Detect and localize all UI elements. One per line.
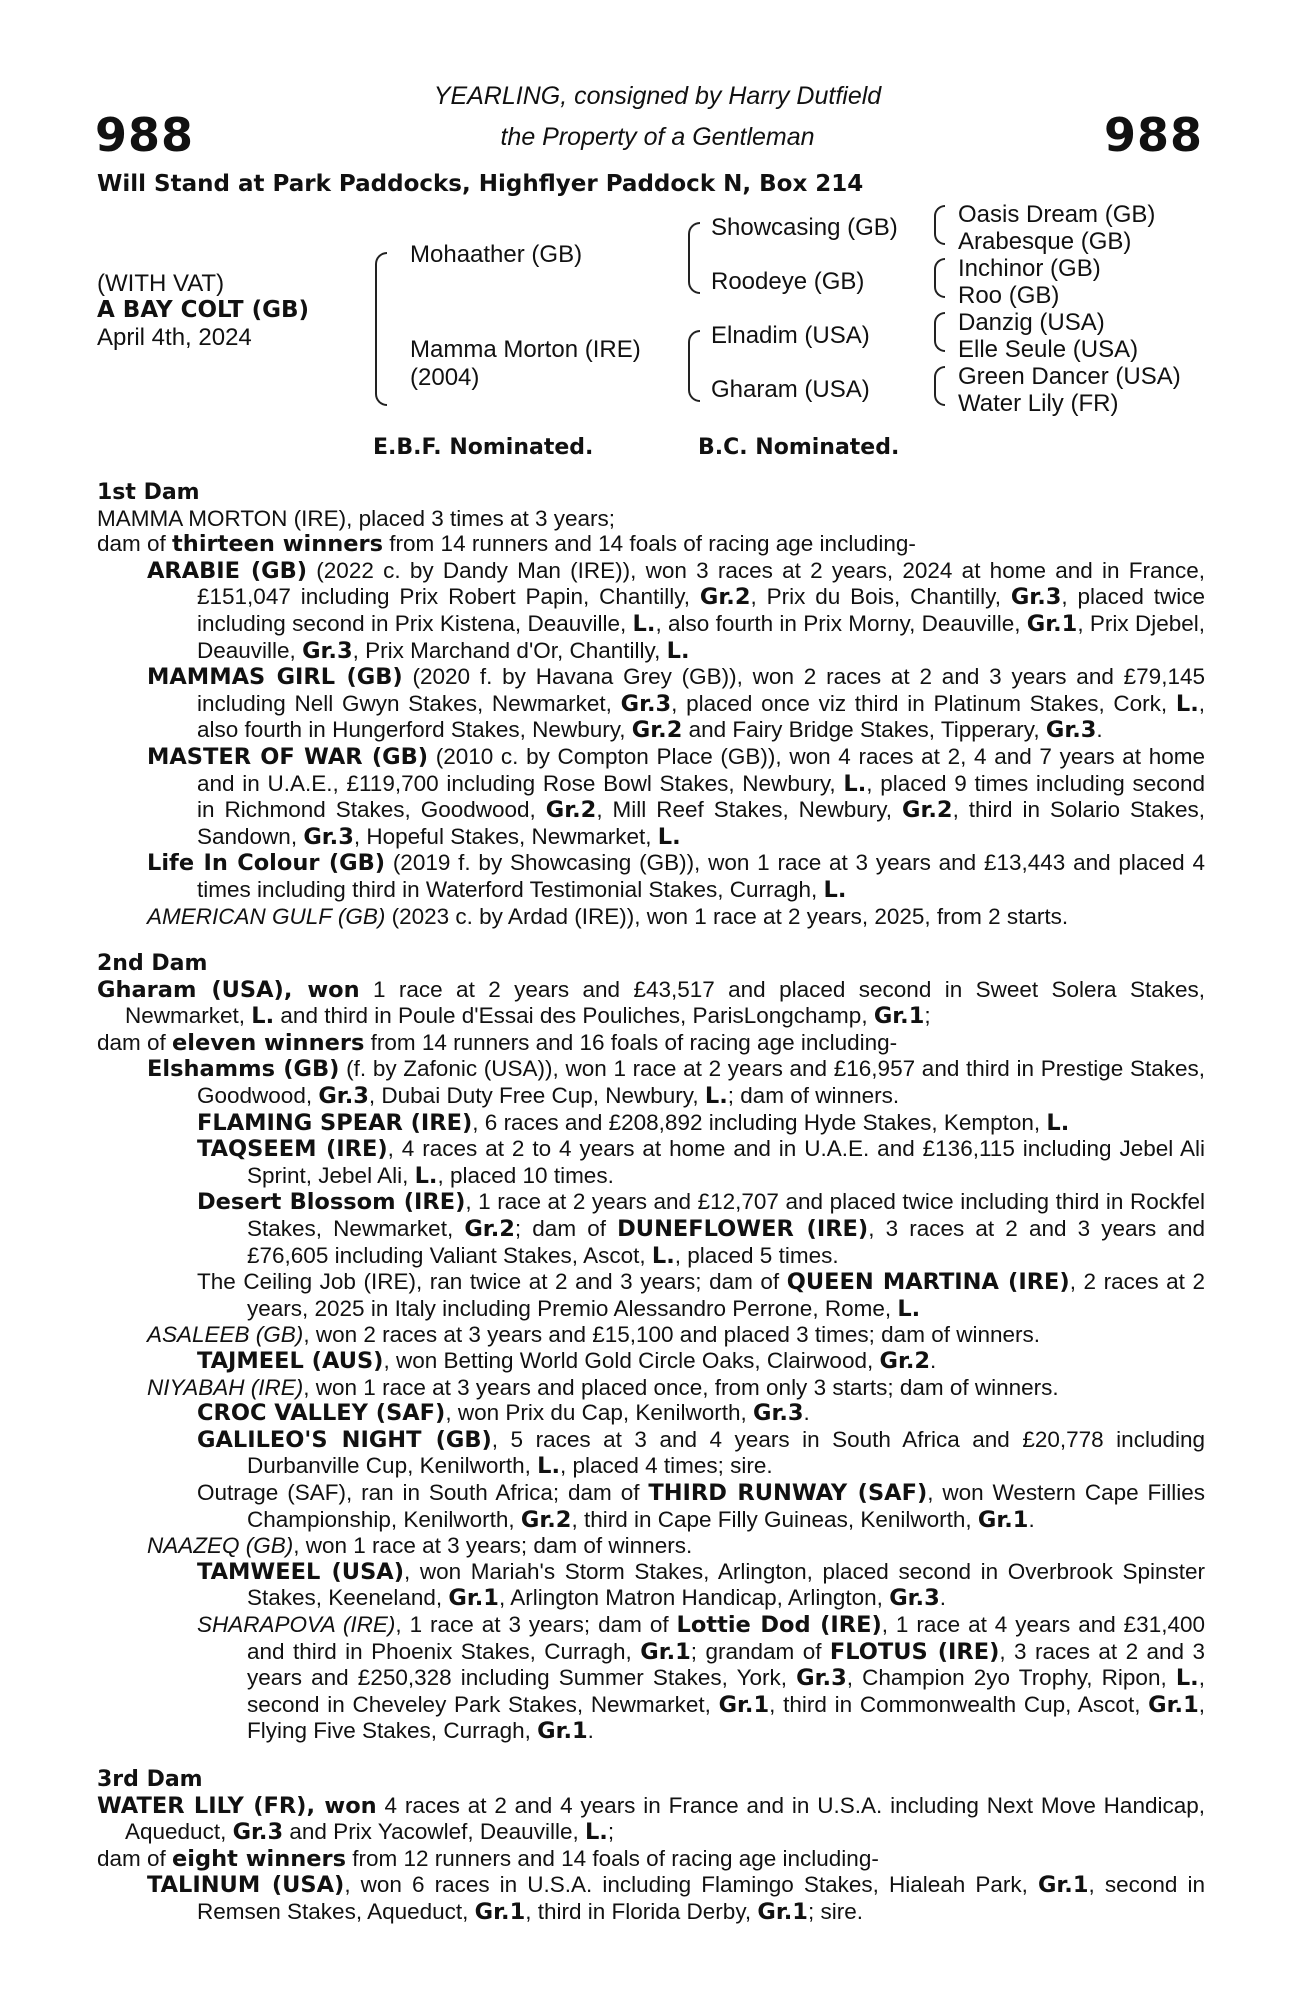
entry-text: , also fourth in Prix Morny, Deauville, [655, 610, 1027, 636]
entry-text: Gr.3 [232, 1819, 284, 1846]
pedigree-entry [97, 531, 1205, 558]
entry-text: , third in Solario Stakes, Sandown, [197, 797, 1205, 849]
entry-text: MAMMAS GIRL (GB) [147, 664, 403, 691]
entry-text: . [930, 1348, 937, 1373]
pedigree-entry [97, 1348, 1205, 1375]
pedigree-entry [97, 1846, 1205, 1873]
entry-text: NIYABAH (IRE) [147, 1374, 304, 1400]
pedigree-entry [97, 1427, 1205, 1480]
vat-note: (WITH VAT) [97, 270, 225, 297]
entry-text: Gr.3 [752, 1400, 804, 1427]
entry-text: , third in Florida Derby, [525, 1898, 758, 1924]
entry-text: ; dam of winners. [727, 1083, 900, 1109]
entry-text: , placed twice including second in Prix Kistena, Deauville, [197, 584, 1205, 636]
pedigree-brace-g4 [934, 366, 945, 406]
pedigree-entry [97, 744, 1205, 850]
entry-text: ; [607, 1819, 615, 1845]
stand-location: Will Stand at Park Paddocks, Highflyer Paddock N, Box 214 [97, 171, 864, 197]
entry-text: , second in Cheveley Park Stakes, Newmarket, [247, 1665, 1205, 1717]
gen3-ancestor: Arabesque (GB) [958, 228, 1132, 255]
entry-text: and Prix Yacowlef, Deauville, [283, 1819, 585, 1845]
pedigree-entry [97, 1056, 1205, 1109]
entry-text: ; grandam of [690, 1638, 830, 1664]
pedigree-entry [97, 1375, 1205, 1401]
lot-number-left: 988 [95, 108, 195, 162]
entry-text: L. [704, 1083, 728, 1110]
entry-text: and Fairy Bridge Stakes, Tipperary, [682, 717, 1046, 743]
pedigree-entry [97, 1400, 1205, 1427]
entry-text: NAAZEQ (GB) [147, 1533, 294, 1559]
entry-text: Gr.1 [1037, 1872, 1089, 1899]
entry-text: Gr.1 [537, 1718, 588, 1745]
dam-dam-name: Gharam (USA) [711, 376, 870, 403]
pedigree-entry [97, 1030, 1205, 1057]
entry-text: , 4 races at 2 to 4 years at home and in U.A.E. and £136,115 including Jebel Ali Sprint, Jebel Ali, [247, 1136, 1205, 1188]
entry-text: , placed 5 times. [674, 1242, 839, 1268]
gen3-ancestor: Water Lily (FR) [958, 390, 1119, 417]
entry-text: , 6 races and £208,892 including Hyde Stakes, Kempton, [472, 1109, 1047, 1135]
entry-text: , won 1 race at 3 years and placed once, from only 3 starts; dam of winners. [303, 1374, 1059, 1400]
entry-text: GALILEO'S NIGHT (GB) [197, 1426, 492, 1453]
entry-text: L. [584, 1819, 608, 1846]
entry-text: , 5 races at 3 and 4 years in South Africa and £20,778 including Durbanville Cup, Kenilworth, [247, 1426, 1205, 1479]
pedigree-entry [97, 1612, 1205, 1745]
entry-text: Gr.1 [640, 1638, 691, 1665]
entry-text: , Flying Five Stakes, Curragh, [247, 1691, 1205, 1744]
entry-text: Gr.1 [448, 1585, 499, 1612]
dam-sire-name: Elnadim (USA) [711, 322, 870, 349]
entry-text: 4 races at 2 and 4 years in France and in U.S.A. including Next Move Handicap, Aqueduct, [125, 1792, 1205, 1845]
entry-text: . [939, 1585, 947, 1611]
entry-text: The Ceiling Job (IRE), ran twice at 2 and 3 years; dam of [197, 1269, 787, 1295]
entry-text: , placed 10 times. [437, 1162, 614, 1188]
entry-text: (2019 f. by Showcasing (GB)), won 1 race at 3 years and £13,443 and placed 4 times including third in Waterford Testimonial Stakes, Curragh, [197, 850, 1205, 902]
gen3-ancestor: Inchinor (GB) [958, 255, 1101, 282]
pedigree-entry [97, 1269, 1205, 1322]
entry-text: . [1096, 717, 1103, 743]
entry-text: , placed once viz third in Platinum Stakes, Cork, [671, 690, 1176, 716]
sire-name: Mohaather (GB) [410, 241, 583, 268]
ebf-nomination: E.B.F. Nominated. [373, 435, 594, 460]
gen3-ancestor: Green Dancer (USA) [958, 363, 1181, 390]
entry-text: , Champion 2yo Trophy, Ripon, [846, 1665, 1176, 1691]
gen3-ancestor: Danzig (USA) [958, 309, 1105, 336]
section-title: 2nd Dam [97, 951, 208, 977]
entry-text: Gr.2 [879, 1348, 931, 1374]
entry-text: ; [924, 1003, 931, 1029]
pedigree-brace-g1 [934, 205, 945, 245]
entry-text: L. [537, 1453, 561, 1480]
entry-text: L. [843, 770, 867, 797]
pedigree-entry [97, 1793, 1205, 1846]
entry-text: Gr.1 [757, 1898, 808, 1925]
entry-text: TAMWEEL (USA) [197, 1558, 404, 1585]
pedigree-brace-g2 [934, 258, 945, 298]
entry-text: , won 1 race at 3 years; dam of winners. [293, 1533, 693, 1559]
entry-text: L. [666, 637, 690, 664]
pedigree-brace-g3 [934, 312, 945, 352]
entry-text: ARABIE (GB) [147, 557, 308, 584]
entry-text: , 1 race at 4 years and £31,400 and third in Phoenix Stakes, Curragh, [247, 1611, 1205, 1664]
pedigree-brace-dam [688, 330, 700, 402]
pedigree-entry [97, 1872, 1205, 1925]
consignor-line: YEARLING, consigned by Harry Dutfield [433, 82, 882, 110]
entry-text: 1 race at 2 years and £43,517 and placed second in Sweet Solera Stakes, Newmarket, [125, 976, 1205, 1029]
foaling-date: April 4th, 2024 [97, 324, 252, 351]
entry-text: dam of [97, 1845, 173, 1871]
entry-text: Gr.1 [474, 1898, 526, 1925]
entry-text: , third in Commonwealth Cup, Ascot, [769, 1691, 1149, 1717]
entry-text: L. [1046, 1109, 1070, 1136]
entry-text: L. [1175, 690, 1199, 717]
entry-text: Elshamms (GB) [147, 1056, 340, 1083]
horse-name: A BAY COLT (GB) [97, 297, 310, 323]
entry-text: , Prix du Bois, Chantilly, [750, 584, 1011, 610]
entry-text: . [1028, 1506, 1035, 1532]
entry-text: Gr.3 [318, 1083, 369, 1110]
pedigree-entry [97, 558, 1205, 664]
entry-text: Gharam (USA), won [97, 976, 360, 1003]
entry-text: L. [251, 1003, 275, 1030]
entry-text: Gr.1 [873, 1003, 925, 1030]
entry-text: L. [823, 876, 847, 903]
dam-name: Mamma Morton (IRE) [410, 336, 641, 363]
entry-text: , second in Remsen Stakes, Aqueduct, [197, 1872, 1205, 1924]
entry-text: , placed 9 times including second in Richmond Stakes, Goodwood, [197, 770, 1205, 823]
entry-text: DUNEFLOWER (IRE) [617, 1216, 869, 1243]
entry-text: , Mill Reef Stakes, Newbury, [596, 797, 902, 823]
pedigree-entry [97, 850, 1205, 903]
entry-text: Life In Colour (GB) [147, 850, 386, 877]
entry-text: SHARAPOVA (IRE) [197, 1611, 396, 1637]
entry-text: L. [651, 1242, 675, 1269]
entry-text: Gr.1 [977, 1506, 1029, 1533]
entry-text: Gr.2 [545, 797, 597, 824]
entry-text: (2022 c. by Dandy Man (IRE)), won 3 races at 2 years, 2024 at home and in France, £151,047 including Prix Robert Papin, Chantilly, [197, 557, 1206, 610]
entry-text: Gr.3 [889, 1585, 940, 1612]
entry-text: , 2 races at 2 years, 2025 in Italy including Premio Alessandro Perrone, Rome, [247, 1269, 1205, 1321]
entry-text: , 3 races at 2 and 3 years and £250,328 including Summer Stakes, York, [247, 1638, 1206, 1691]
pedigree-brace-main [375, 252, 387, 406]
entry-text: , won Western Cape Fillies Championship, Kenilworth, [247, 1479, 1206, 1532]
entry-text: QUEEN MARTINA (IRE) [786, 1269, 1070, 1296]
entry-text: , Prix Djebel, Deauville, [197, 610, 1205, 663]
lot-number-right: 988 [1103, 108, 1203, 162]
entry-text: L. [897, 1295, 921, 1322]
entry-text: FLOTUS (IRE) [829, 1638, 1000, 1665]
entry-text: , Arlington Matron Handicap, Arlington, [498, 1585, 890, 1611]
entry-text: (2010 c. by Compton Place (GB)), won 4 races at 2, 4 and 7 years at home and in U.A.E., £119,700 including Rose Bowl Stakes, Newbury, [197, 743, 1205, 796]
entry-text: Gr.3 [620, 690, 672, 717]
gen3-ancestor: Roo (GB) [958, 282, 1060, 309]
entry-text: . [587, 1718, 594, 1744]
bc-nomination: B.C. Nominated. [698, 435, 900, 460]
entry-text: , 1 race at 2 years and £12,707 and placed twice including third in Rockfel Stakes, Newmarket, [247, 1189, 1206, 1242]
entry-text: , 3 races at 2 and 3 years and £76,605 including Valiant Stakes, Ascot, [247, 1216, 1205, 1268]
section-title: 3rd Dam [97, 1766, 203, 1792]
entry-text: Gr.2 [699, 584, 751, 611]
entry-text: , won 6 races in U.S.A. including Flamingo Stakes, Hialeah Park, [344, 1872, 1038, 1898]
entry-text: TALINUM (USA) [147, 1872, 345, 1899]
entry-text: FLAMING SPEAR (IRE) [197, 1109, 473, 1136]
entry-text: from 12 runners and 14 foals of racing age including- [346, 1845, 879, 1871]
entry-text: Gr.3 [302, 637, 353, 664]
entry-text: dam of [97, 531, 173, 557]
pedigree-entry [97, 664, 1205, 744]
entry-text: Outrage (SAF), ran in South Africa; dam of [197, 1479, 649, 1505]
entry-text: , placed 4 times; sire. [560, 1453, 773, 1479]
pedigree-entry [97, 1322, 1205, 1348]
pedigree-brace-sire [688, 222, 700, 294]
pedigree-entry [97, 1136, 1205, 1189]
gen3-ancestor: Oasis Dream (GB) [958, 201, 1156, 228]
entry-text: thirteen winners [172, 531, 384, 558]
entry-text: eleven winners [172, 1029, 365, 1056]
entry-text: (2023 c. by Ardad (IRE)), won 1 race at 2 years, 2025, from 2 starts. [385, 903, 1069, 929]
entry-text: ; dam of [514, 1216, 618, 1242]
entry-text: , Dubai Duty Free Cup, Newbury, [368, 1083, 705, 1109]
entry-text: TAQSEEM (IRE) [197, 1136, 388, 1163]
entry-text: ASALEEB (GB) [147, 1322, 304, 1348]
entry-text: Gr.1 [718, 1691, 770, 1718]
entry-text: L. [414, 1162, 438, 1189]
pedigree-entry [97, 977, 1205, 1030]
entry-text: Gr.3 [1045, 717, 1097, 744]
entry-text: , Hopeful Stakes, Newmarket, [353, 823, 658, 849]
entry-text: Gr.2 [520, 1506, 572, 1533]
entry-text: TAJMEEL (AUS) [197, 1348, 384, 1374]
entry-text: Gr.2 [464, 1216, 515, 1243]
entry-text: L. [632, 610, 656, 637]
entry-text: L. [1175, 1665, 1199, 1692]
pedigree-entry [97, 1480, 1205, 1533]
section-title: 1st Dam [97, 480, 200, 505]
gen3-ancestor: Elle Seule (USA) [958, 336, 1139, 363]
pedigree-entry [97, 1189, 1205, 1269]
entry-text: , won Prix du Cap, Kenilworth, [445, 1400, 753, 1426]
pedigree-entry [97, 1533, 1205, 1559]
entry-text: Gr.2 [631, 717, 683, 744]
entry-text: Gr.2 [902, 797, 953, 824]
entry-text: ; sire. [807, 1898, 863, 1924]
pedigree-entry [97, 506, 1205, 532]
entry-text: eight winners [172, 1845, 347, 1872]
entry-text: from 14 runners and 14 foals of racing age including- [383, 531, 916, 557]
entry-text: AMERICAN GULF (GB) [147, 903, 386, 929]
entry-text: THIRD RUNWAY (SAF) [648, 1479, 928, 1506]
property-line: the Property of a Gentleman [500, 123, 815, 151]
entry-text: from 14 runners and 16 foals of racing age including- [364, 1029, 898, 1055]
entry-text: , also fourth in Hungerford Stakes, Newbury, [197, 690, 1206, 743]
entry-text: , 1 race at 3 years; dam of [395, 1611, 677, 1637]
entry-text: dam of [97, 1029, 173, 1055]
pedigree-entry [97, 1559, 1205, 1612]
pedigree-entry [97, 1110, 1205, 1137]
entry-text: MASTER OF WAR (GB) [147, 743, 429, 770]
entry-text: (f. by Zafonic (USA)), won 1 race at 2 years and £16,957 and third in Prestige Stakes, Goodwood, [197, 1056, 1206, 1109]
entry-text: WATER LILY (FR), won [97, 1792, 377, 1819]
entry-text: , won Betting World Gold Circle Oaks, Clairwood, [383, 1348, 880, 1373]
catalogue-body [97, 480, 1205, 1925]
entry-text: Gr.3 [303, 823, 354, 850]
entry-text: Desert Blossom (IRE) [197, 1189, 466, 1216]
entry-text: (2020 f. by Havana Grey (GB)), won 2 races at 2 and 3 years and £79,145 including Nell Gwyn Stakes, Newmarket, [197, 664, 1205, 716]
entry-text: , third in Cape Filly Guineas, Kenilworth, [571, 1506, 978, 1532]
entry-text: Gr.3 [1010, 584, 1062, 611]
sire-sire-name: Showcasing (GB) [711, 214, 898, 241]
entry-text: Gr.1 [1148, 1691, 1199, 1718]
entry-text: MAMMA MORTON (IRE), placed 3 times at 3 years; [97, 505, 616, 531]
sire-dam-name: Roodeye (GB) [711, 268, 865, 295]
entry-text: Gr.1 [1026, 610, 1078, 637]
entry-text: . [803, 1400, 810, 1426]
entry-text: L. [657, 823, 681, 850]
entry-text: CROC VALLEY (SAF) [197, 1400, 446, 1427]
entry-text: , won Mariah's Storm Stakes, Arlington, placed second in Overbrook Spinster Stakes, Keeneland, [247, 1558, 1205, 1611]
entry-text: , won 2 races at 3 years and £15,100 and placed 3 times; dam of winners. [303, 1322, 1040, 1348]
entry-text: Lottie Dod (IRE) [676, 1611, 882, 1638]
pedigree-entry [97, 904, 1205, 930]
entry-text: Gr.3 [796, 1665, 847, 1692]
entry-text: and third in Poule d'Essai des Pouliches, ParisLongchamp, [274, 1003, 874, 1029]
dam-year: (2004) [410, 364, 480, 391]
entry-text: , Prix Marchand d'Or, Chantilly, [352, 637, 667, 663]
